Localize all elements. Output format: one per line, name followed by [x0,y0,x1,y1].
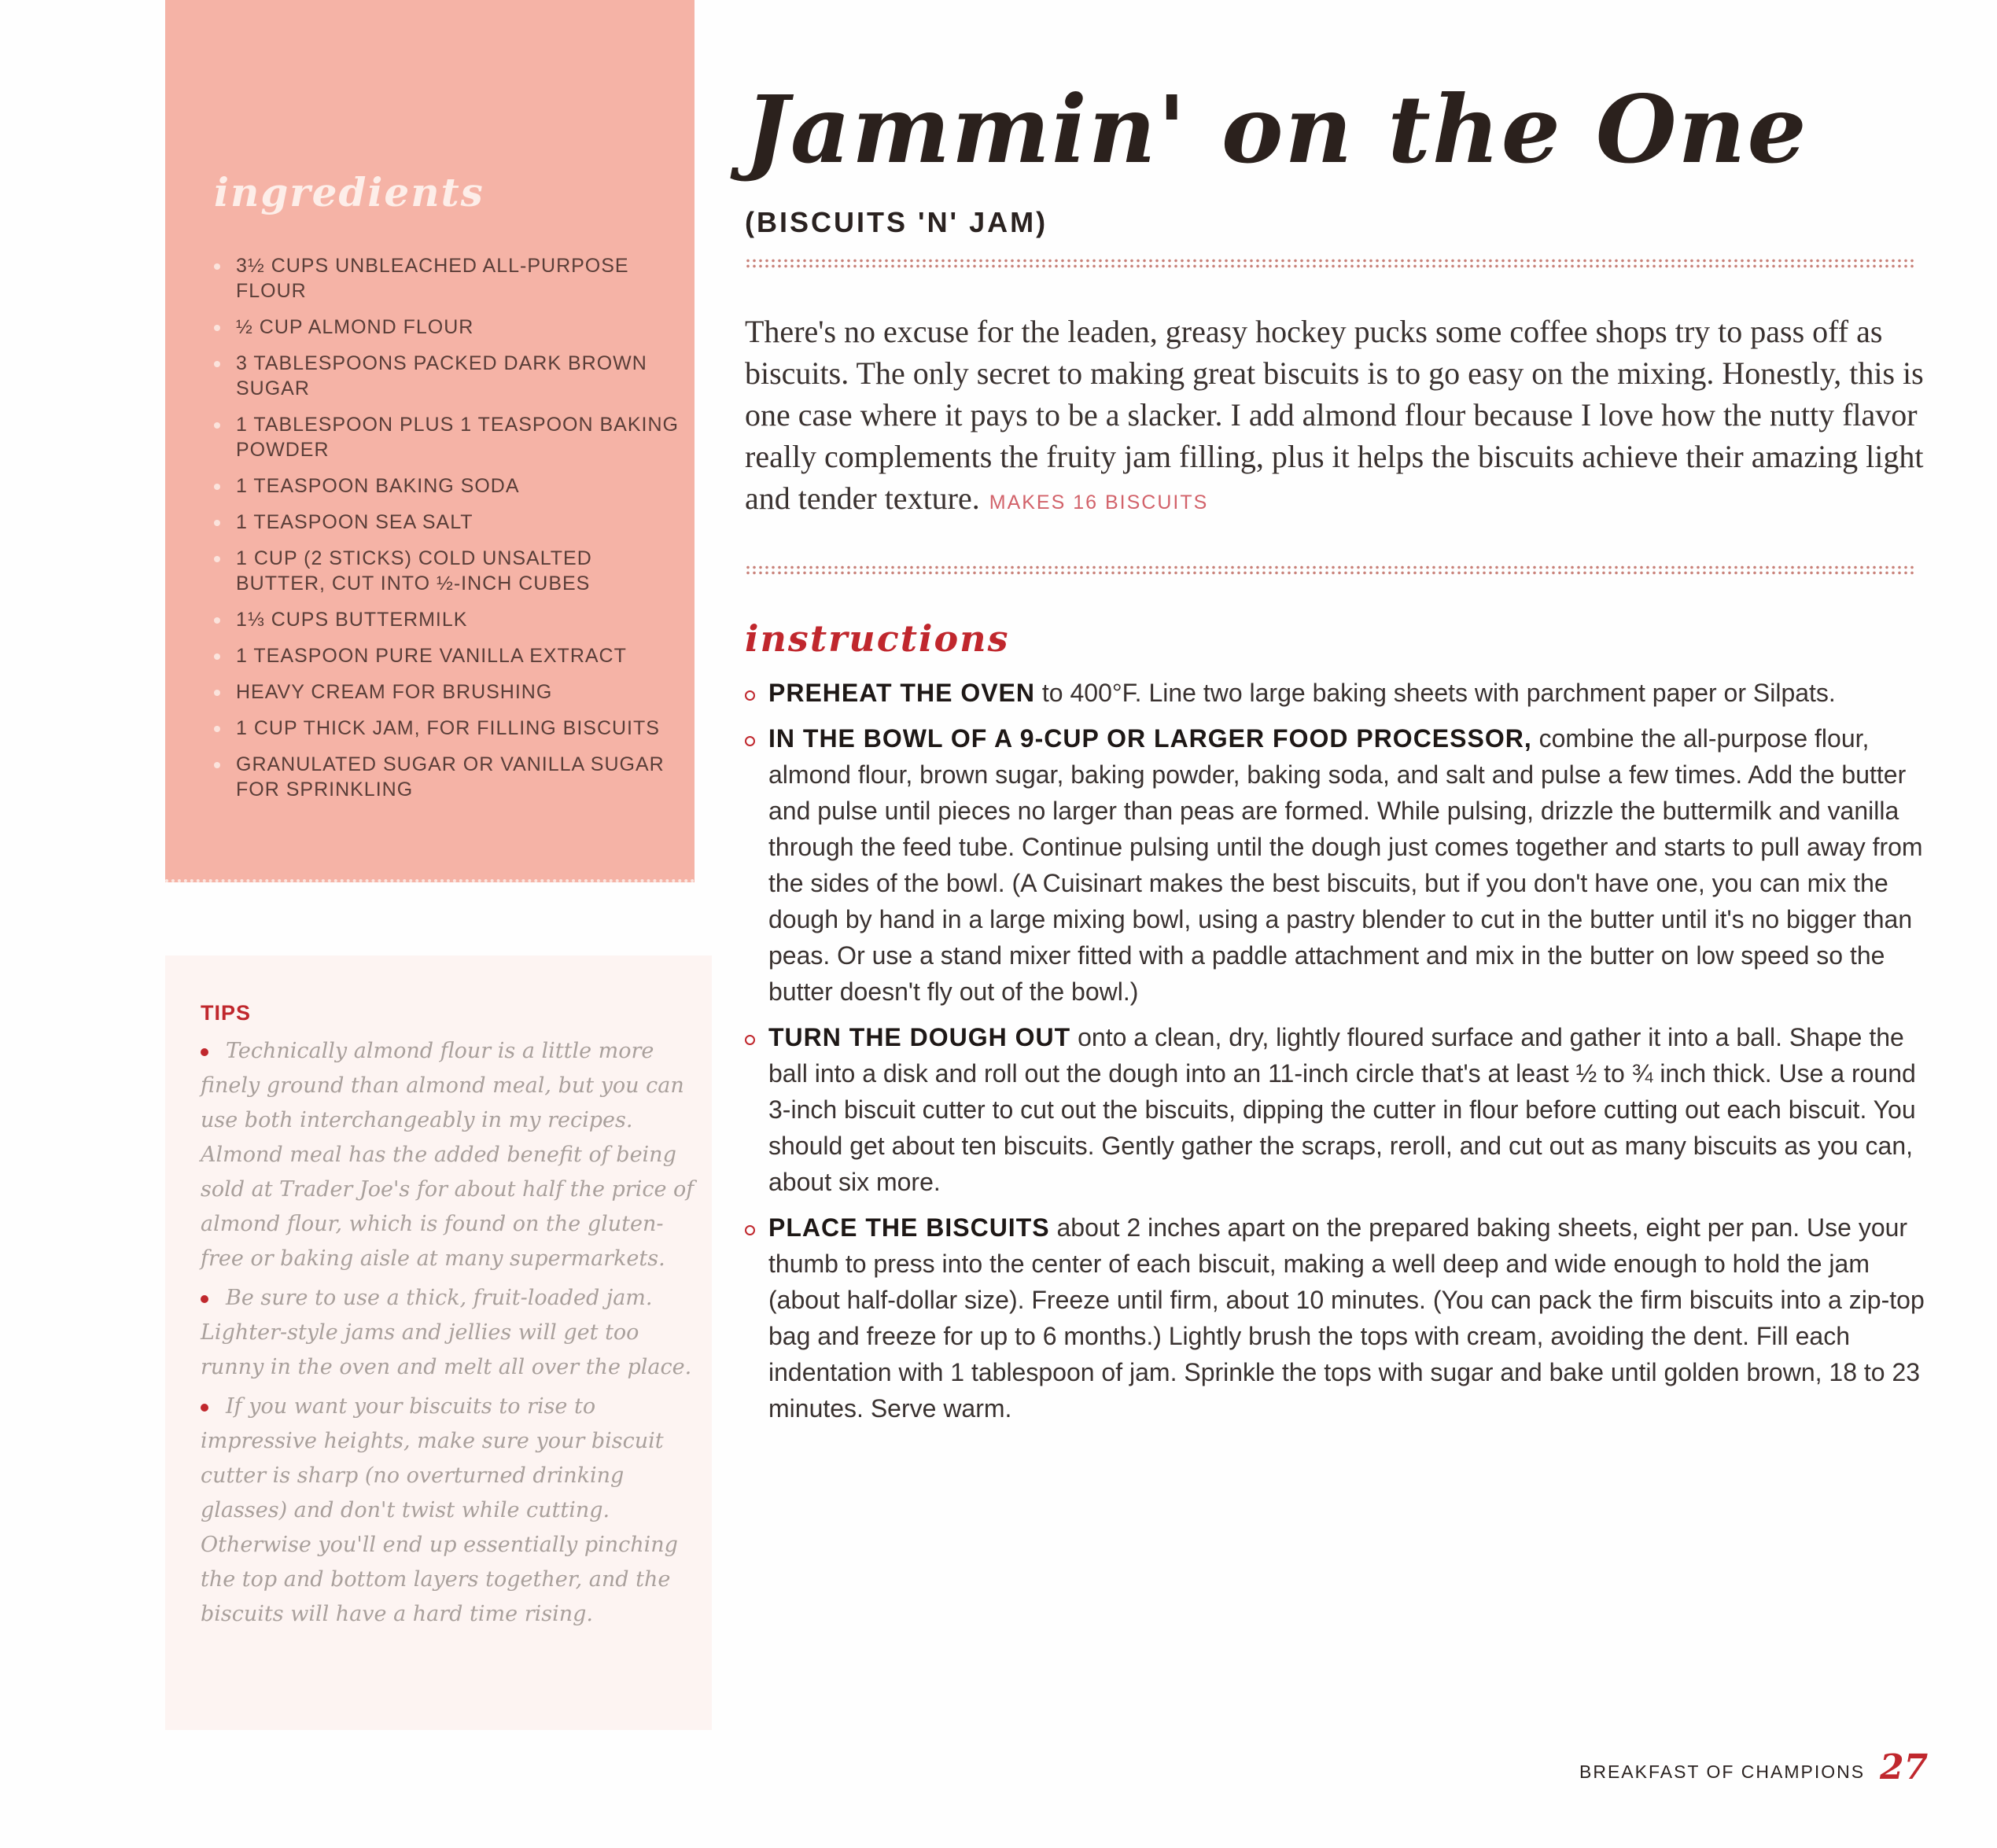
tip-text: Technically almond flour is a little more finely ground than almond meal, but you can use both interchangeably in my recipes. Almond meal has the added benefit of being sold at Trader Joe's for about half the price of almond flour, which is found on the gluten-free or baking aisle at many supermarkets. [201,1039,695,1271]
instruction-step [745,1019,1925,1200]
instruction-step [745,675,1925,711]
bullet-icon [745,690,755,701]
ingredients-list [214,253,686,813]
ingredient-item: 1 TEASPOON SEA SALT [214,510,686,535]
step-lead: TURN THE DOUGH OUT [768,1023,1071,1051]
yield: MAKES 16 BISCUITS [989,491,1209,514]
ingredient-item: 1 TEASPOON BAKING SODA [214,473,686,499]
bullet-icon [201,1295,208,1303]
step-text: about 2 inches apart on the prepared baking sheets, eight per pan. Use your thumb to press into the center of each biscuit, making a well deep and wide enough to hold the jam (about half-dollar size). Freeze until firm, about 10 minutes. (You can pack the firm biscuits into a zip-top bag and freeze for up to 6 months.) Lightly brush the tops with cream, avoiding the dent. Fill each indentation with 1 tablespoon of jam. Sprinkle the tops with sugar and bake until golden brown, 18 to 23 minutes. Serve warm. [768,1213,1925,1423]
step-text: to 400°F. Line two large baking sheets with parchment paper or Silpats. [1035,679,1836,707]
ingredient-item: 3½ CUPS UNBLEACHED ALL-PURPOSE FLOUR [214,253,686,304]
bullet-icon [745,1225,755,1235]
tip-item [201,1390,696,1632]
recipe-intro [745,311,1925,524]
tips-panel [165,955,712,1730]
tip-item [201,1034,696,1276]
tip-item [201,1281,696,1385]
intro-text: There's no excuse for the leaden, greasy hockey pucks some coffee shops try to pass off as biscuits. The only secret to making great biscuits is to go easy on the mixing. Honestly, this is one case where it pays to be a slacker. I add almond flour because I love how the nutty flavor really complements the fruity jam filling, plus it helps the biscuits achieve their amazing light and tender texture. [745,314,1924,516]
step-text: combine the all-purpose flour, almond flour, brown sugar, baking powder, baking soda, and salt and pulse a few times. Add the butter and pulse until pieces no larger than peas are formed. While pulsing, drizzle the buttermilk and vanilla through the feed tube. Continue pulsing until the dough just comes together and starts to pull away from the sides of the bowl. (A Cuisinart makes the best biscuits, but if you don't have one, you can mix the dough by hand in a large mixing bowl, using a pastry blender to cut in the butter until it's no bigger than peas. Or use a stand mixer fitted with a paddle attachment and mix in the butter on low speed so the butter doesn't fly out of the bowl.) [768,724,1923,1006]
ingredient-item: 1 TABLESPOON PLUS 1 TEASPOON BAKING POWDER [214,412,686,462]
tips-list [201,1034,696,1636]
bullet-icon [745,1035,755,1045]
step-lead: PREHEAT THE OVEN [768,679,1035,707]
recipe-subtitle: (BISCUITS 'N' JAM) [745,206,1048,238]
ingredient-item: GRANULATED SUGAR OR VANILLA SUGAR FOR SPRINKLING [214,752,686,802]
instructions-heading: instructions [745,617,1010,660]
ingredient-item: 1 CUP THICK JAM, FOR FILLING BISCUITS [214,716,686,741]
tip-text: Be sure to use a thick, fruit-loaded jam. Lighter-style jams and jellies will get too runny in the oven and melt all over the place. [201,1286,692,1379]
ingredient-item: 1 CUP (2 STICKS) COLD UNSALTED BUTTER, CUT INTO ½-INCH CUBES [214,546,686,596]
instruction-step [745,1209,1925,1426]
bullet-icon [201,1048,208,1056]
ingredient-item: 1⅓ CUPS BUTTERMILK [214,607,686,632]
section-footer: BREAKFAST OF CHAMPIONS [1579,1761,1866,1782]
step-lead: PLACE THE BISCUITS [768,1213,1050,1242]
ingredient-item: HEAVY CREAM FOR BRUSHING [214,679,686,705]
instruction-step [745,720,1925,1010]
ingredients-heading: ingredients [214,169,485,215]
ingredient-item: 1 TEASPOON PURE VANILLA EXTRACT [214,643,686,668]
ingredient-item: ½ CUP ALMOND FLOUR [214,315,686,340]
bullet-icon [745,736,755,746]
instructions-list [745,675,1925,1436]
dotted-divider [745,258,1917,269]
recipe-title: Jammin' on the One [745,75,1808,184]
tip-text: If you want your biscuits to rise to impressive heights, make sure your biscuit cutter is sharp (no overturned drinking glasses) and don't twist while cutting. Otherwise you'll end up essentially pinching the top and bottom layers together, and the biscuits will have a hard time rising. [201,1394,678,1626]
ingredients-panel [165,0,695,882]
tips-heading: TIPS [201,1001,252,1025]
ingredient-item: 3 TABLESPOONS PACKED DARK BROWN SUGAR [214,351,686,401]
bullet-icon [201,1404,208,1412]
step-text: onto a clean, dry, lightly floured surface and gather it into a ball. Shape the ball into a disk and roll out the dough into an 11-inch circle that's at least ½ to ¾ inch thick. Use a round 3-inch biscuit cutter to cut out the biscuits, dipping the cutter in flour before cutting out each biscuit. You should get about ten biscuits. Gently gather the scraps, reroll, and cut out as many biscuits as you can, about six more. [768,1023,1916,1196]
step-lead: IN THE BOWL OF A 9-CUP OR LARGER FOOD PROCESSOR, [768,724,1532,753]
dotted-divider [745,565,1917,576]
page-number: 27 [1880,1747,1929,1787]
